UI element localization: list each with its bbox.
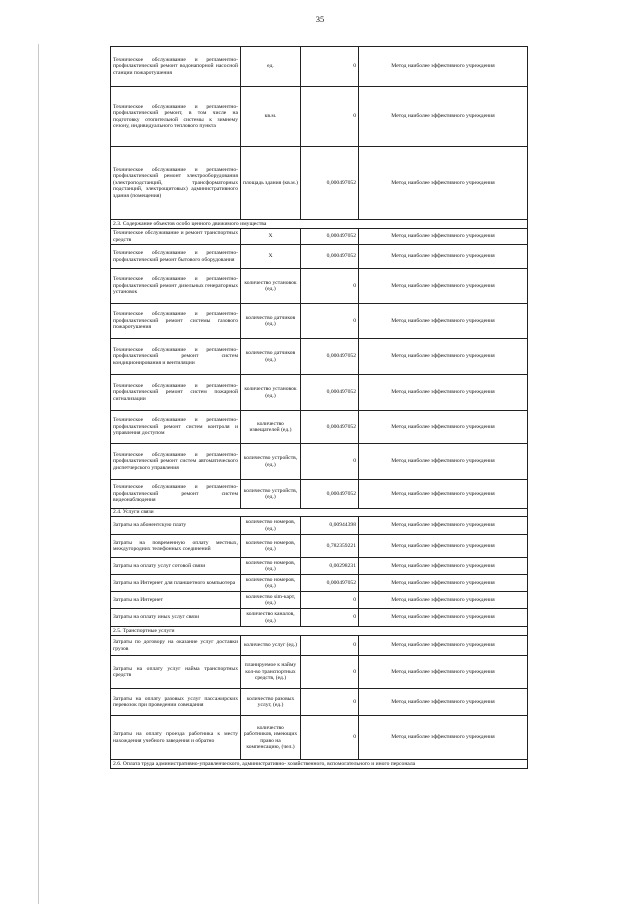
cost-name-cell: Техническое обслуживание и регламентно- профилактический ремонт систем контроля и управления доступом <box>111 411 241 444</box>
table-row <box>111 636 528 656</box>
section-title: 2.3. Содержание объектов особо ценного движимого имущества <box>111 220 528 229</box>
cost-name-cell: Техническое обслуживание и регламентно- профилактический ремонт систем автоматического диспетчерского управления <box>111 444 241 480</box>
unit-cell: количество номеров, (ед.) <box>241 575 301 592</box>
method-cell: Метод наиболее эффективного учреждения <box>359 87 528 147</box>
table-row <box>111 592 528 609</box>
section-row <box>111 760 528 769</box>
unit-cell: количество услуг (ед.) <box>241 636 301 656</box>
cost-name-cell: Техническое обслуживание и регламентно- профилактический ремонт системы газового пожаротушения <box>111 304 241 339</box>
cost-name-cell: Техническое обслуживание и регламентно- профилактический ремонт систем пожарной сигнализации <box>111 375 241 411</box>
norm-value-cell: 0 <box>301 689 359 716</box>
norm-value-cell: 0 <box>301 609 359 627</box>
norm-value-cell: 0,00298231 <box>301 558 359 575</box>
table-row <box>111 47 528 87</box>
method-cell: Метод наиболее эффективного учреждения <box>359 716 528 760</box>
cost-name-cell: Затраты на Интернет для планшетного компьютера <box>111 575 241 592</box>
unit-cell: количество sim-карт, (ед.) <box>241 592 301 609</box>
page-number: 35 <box>315 14 325 24</box>
unit-cell: количество устройств, (ед.) <box>241 480 301 509</box>
norms-table-body <box>111 47 528 769</box>
unit-cell: планируемое к найму кол-во транспортных средств, (ед.) <box>241 656 301 689</box>
norm-value-cell: 0,000497052 <box>301 147 359 220</box>
method-cell: Метод наиболее эффективного учреждения <box>359 444 528 480</box>
table-row <box>111 716 528 760</box>
table-row <box>111 609 528 627</box>
cost-name-cell: Техническое обслуживание и регламентно- профилактический ремонт систем видеонаблюдения <box>111 480 241 509</box>
section-row <box>111 627 528 636</box>
cost-name-cell: Затраты на оплату разовых услуг пассажирских перевозок при проведении совещания <box>111 689 241 716</box>
cost-name-cell: Затраты по договору на оказание услуг доставки грузов <box>111 636 241 656</box>
unit-cell: количество датчиков (ед.) <box>241 339 301 375</box>
cost-name-cell: Техническое обслуживание и ремонт транспортных средств <box>111 229 241 245</box>
unit-cell: количество номеров, (ед.) <box>241 535 301 558</box>
unit-cell: количество датчиков (ед.) <box>241 304 301 339</box>
method-cell: Метод наиболее эффективного учреждения <box>359 47 528 87</box>
cost-name-cell: Затраты на оплату услуг сотовой связи <box>111 558 241 575</box>
table-row <box>111 375 528 411</box>
unit-cell: количество извещателей (ед.) <box>241 411 301 444</box>
table-row <box>111 517 528 535</box>
method-cell: Метод наиболее эффективного учреждения <box>359 656 528 689</box>
cost-name-cell: Затраты на оплату проезда работника к месту нахождения учебного заведения и обратно <box>111 716 241 760</box>
norm-value-cell: 0 <box>301 47 359 87</box>
cost-name-cell: Техническое обслуживание и регламентно- профилактический ремонт водонапорной насосной станции пожаротушения <box>111 47 241 87</box>
unit-cell: ед. <box>241 47 301 87</box>
table-row <box>111 411 528 444</box>
table-row <box>111 147 528 220</box>
method-cell: Метод наиболее эффективного учреждения <box>359 339 528 375</box>
unit-cell: количество номеров, (ед.) <box>241 517 301 535</box>
method-cell: Метод наиболее эффективного учреждения <box>359 575 528 592</box>
method-cell: Метод наиболее эффективного учреждения <box>359 558 528 575</box>
cost-name-cell: Техническое обслуживание и регламентно- профилактический ремонт дизельных генераторных установок <box>111 269 241 304</box>
unit-cell: количество устройств, (ед.) <box>241 444 301 480</box>
scan-margin-line <box>38 44 39 904</box>
norm-value-cell: 0 <box>301 716 359 760</box>
cost-name-cell: Затраты на повременную оплату местных, междугородних телефонных соединений <box>111 535 241 558</box>
table-row <box>111 339 528 375</box>
unit-cell: Х <box>241 229 301 245</box>
norm-value-cell: 0 <box>301 304 359 339</box>
unit-cell: количество работников, имеющих право на компенсацию, (чел.) <box>241 716 301 760</box>
cost-name-cell: Затраты на оплату услуг найма транспортных средств <box>111 656 241 689</box>
unit-cell: Х <box>241 245 301 269</box>
method-cell: Метод наиболее эффективного учреждения <box>359 689 528 716</box>
method-cell: Метод наиболее эффективного учреждения <box>359 592 528 609</box>
norm-value-cell: 0,000497052 <box>301 229 359 245</box>
method-cell: Метод наиболее эффективного учреждения <box>359 480 528 509</box>
norm-value-cell: 0,000497052 <box>301 245 359 269</box>
table-row <box>111 229 528 245</box>
unit-cell: количество каналов, (ед.) <box>241 609 301 627</box>
unit-cell: количество установок (ед.) <box>241 269 301 304</box>
norm-value-cell: 0 <box>301 269 359 304</box>
method-cell: Метод наиболее эффективного учреждения <box>359 375 528 411</box>
norm-value-cell: 0,000497052 <box>301 375 359 411</box>
unit-cell: площадь здания (кв.м.) <box>241 147 301 220</box>
cost-name-cell: Затраты на абонентскую плату <box>111 517 241 535</box>
norms-table <box>110 46 528 769</box>
section-row <box>111 509 528 517</box>
norm-value-cell: 0,00944398 <box>301 517 359 535</box>
table-row <box>111 245 528 269</box>
norm-value-cell: 0,000497052 <box>301 480 359 509</box>
table-row <box>111 558 528 575</box>
method-cell: Метод наиболее эффективного учреждения <box>359 535 528 558</box>
norm-value-cell: 0 <box>301 87 359 147</box>
norm-value-cell: 0,000497052 <box>301 339 359 375</box>
norm-value-cell: 0 <box>301 592 359 609</box>
table-row <box>111 575 528 592</box>
cost-name-cell: Техническое обслуживание и регламентно- профилактический ремонт бытового оборудования <box>111 245 241 269</box>
table-row <box>111 269 528 304</box>
cost-name-cell: Затраты на оплату иных услуг связи <box>111 609 241 627</box>
unit-cell: количество установок (ед.) <box>241 375 301 411</box>
section-row <box>111 220 528 229</box>
method-cell: Метод наиболее эффективного учреждения <box>359 229 528 245</box>
norm-value-cell: 0 <box>301 636 359 656</box>
method-cell: Метод наиболее эффективного учреждения <box>359 517 528 535</box>
cost-name-cell: Техническое обслуживание и регламентно- профилактический ремонт электрооборудования (электроподстанций, трансформаторных подстанций, электрощитовых) административного здания (помещения) <box>111 147 241 220</box>
table-row <box>111 689 528 716</box>
table-row <box>111 656 528 689</box>
method-cell: Метод наиболее эффективного учреждения <box>359 147 528 220</box>
norm-value-cell: 0,000497052 <box>301 575 359 592</box>
table-row <box>111 87 528 147</box>
method-cell: Метод наиболее эффективного учреждения <box>359 245 528 269</box>
method-cell: Метод наиболее эффективного учреждения <box>359 411 528 444</box>
method-cell: Метод наиболее эффективного учреждения <box>359 269 528 304</box>
norm-value-cell: 0,782359221 <box>301 535 359 558</box>
unit-cell: кв.м. <box>241 87 301 147</box>
norm-value-cell: 0,000497052 <box>301 411 359 444</box>
norm-value-cell: 0 <box>301 656 359 689</box>
table-row <box>111 304 528 339</box>
section-title: 2.4. Услуги связи <box>111 509 528 517</box>
unit-cell: количество номеров, (ед.) <box>241 558 301 575</box>
section-title: 2.5. Транспортные услуги <box>111 627 528 636</box>
table-row <box>111 535 528 558</box>
table-row <box>111 480 528 509</box>
method-cell: Метод наиболее эффективного учреждения <box>359 304 528 339</box>
cost-name-cell: Техническое обслуживание и регламентно- профилактический ремонт систем кондиционирования и вентиляции <box>111 339 241 375</box>
table-row <box>111 444 528 480</box>
cost-name-cell: Затраты на Интернет <box>111 592 241 609</box>
method-cell: Метод наиболее эффективного учреждения <box>359 609 528 627</box>
method-cell: Метод наиболее эффективного учреждения <box>359 636 528 656</box>
unit-cell: количество разовых услуг, (ед.) <box>241 689 301 716</box>
norm-value-cell: 0 <box>301 444 359 480</box>
cost-name-cell: Техническое обслуживание и регламентно- профилактический ремонт, в том числе на подготовку отопительной системы к зимнему сезону, индивидуального теплового пункта <box>111 87 241 147</box>
section-title: 2.6. Оплата труда административно-управленческого, административно- хозяйственного, вспомогательного и иного персонала <box>111 760 528 769</box>
